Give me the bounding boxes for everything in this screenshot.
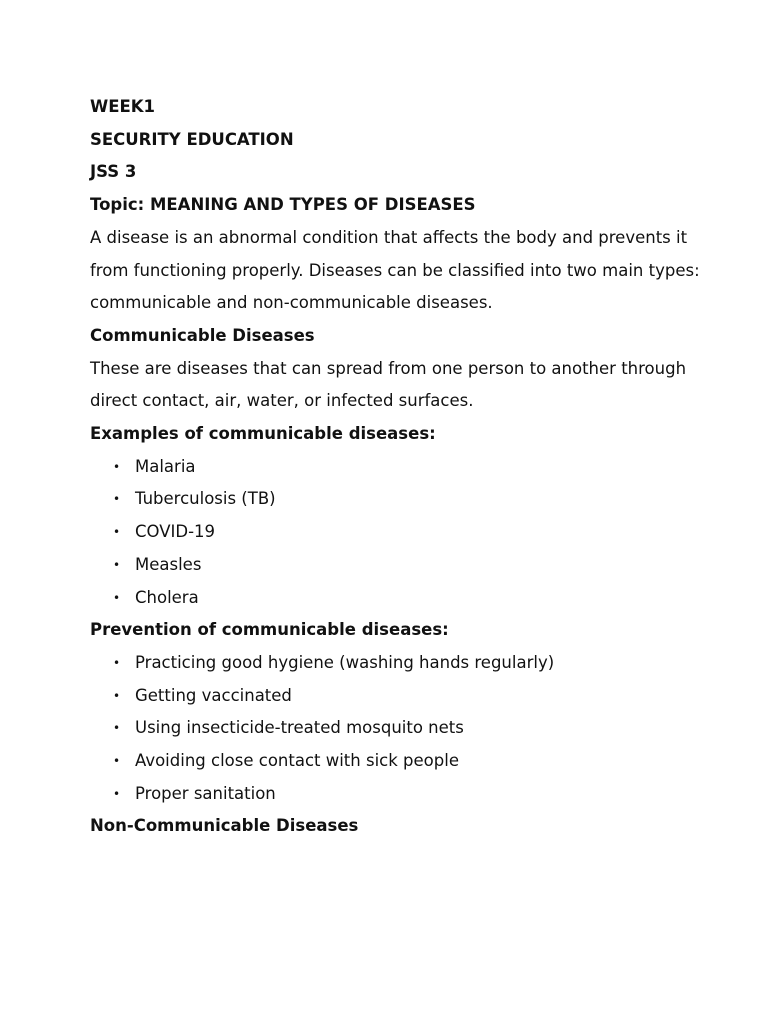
communicable-heading: Communicable Diseases — [90, 325, 315, 345]
list-item — [90, 582, 688, 615]
intro-line: communicable and non-communicable diseases. — [90, 293, 493, 313]
list-item-text: COVID-19 — [135, 522, 216, 542]
bullet-icon: • — [113, 721, 121, 736]
topic-heading: Topic: MEANING AND TYPES OF DISEASES — [90, 195, 476, 215]
bullet-icon: • — [113, 492, 121, 507]
intro-line: from functioning properly. Diseases can be classified into two main types: — [90, 260, 700, 280]
list-item — [90, 451, 688, 484]
bullet-icon: • — [113, 754, 121, 769]
list-item-text: Avoiding close contact with sick people — [135, 751, 459, 771]
non-communicable-heading: Non-Communicable Diseases — [90, 816, 359, 836]
bullet-icon: • — [113, 459, 121, 474]
bullet-icon: • — [113, 590, 121, 605]
prevention-list — [90, 647, 688, 811]
description-line: direct contact, air, water, or infected surfaces. — [90, 391, 474, 411]
list-item — [90, 516, 688, 549]
intro-line: A disease is an abnormal condition that affects the body and prevents it — [90, 227, 688, 247]
examples-heading: Examples of communicable diseases: — [90, 424, 436, 444]
bullet-icon: • — [113, 655, 121, 670]
intro-paragraph — [90, 222, 700, 320]
list-item — [90, 712, 688, 745]
bullet-icon: • — [113, 688, 121, 703]
list-item-text: Getting vaccinated — [135, 685, 292, 705]
list-item-text: Proper sanitation — [135, 783, 276, 803]
list-item — [90, 680, 688, 713]
bullet-icon: • — [113, 525, 121, 540]
examples-list — [90, 451, 688, 615]
subject-title: SECURITY EDUCATION — [90, 129, 294, 149]
list-item-text: Measles — [135, 554, 202, 574]
description-line: These are diseases that can spread from one person to another through — [90, 358, 687, 378]
list-item — [90, 647, 688, 680]
list-item-text: Tuberculosis (TB) — [135, 489, 276, 509]
week-label: WEEK1 — [90, 97, 156, 116]
prevention-heading: Prevention of communicable diseases: — [90, 620, 449, 640]
class-label: JSS 3 — [90, 162, 137, 182]
bullet-icon: • — [113, 786, 121, 801]
communicable-description — [90, 353, 688, 418]
list-item — [90, 549, 688, 582]
list-item-text: Practicing good hygiene (washing hands regularly) — [135, 652, 555, 672]
list-item — [90, 778, 688, 811]
list-item-text: Cholera — [135, 587, 199, 607]
bullet-icon: • — [113, 557, 121, 572]
list-item-text: Malaria — [135, 456, 196, 476]
list-item — [90, 745, 688, 778]
list-item-text: Using insecticide-treated mosquito nets — [135, 718, 464, 738]
list-item — [90, 483, 688, 516]
